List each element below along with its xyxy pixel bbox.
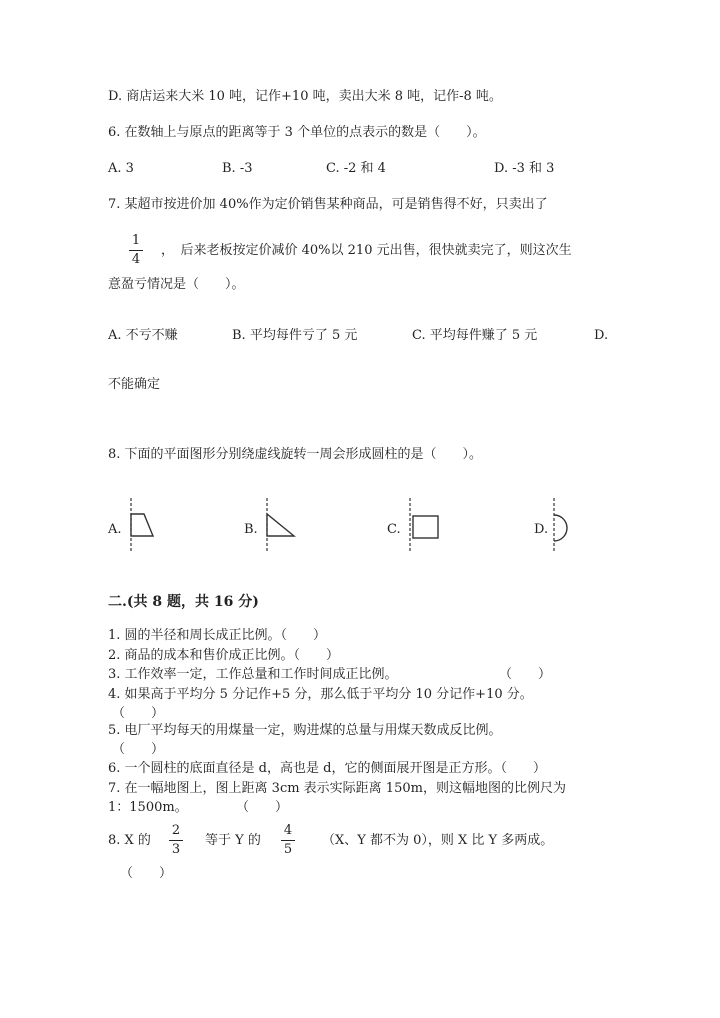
part2-item-8-suffix: （X、Y 都不为 0），则 X 比 Y 多两成。 <box>322 833 554 848</box>
part2-item-7-paren[interactable]: （ ） <box>236 800 289 815</box>
part2-item-4: 4. 如果高于平均分 5 分记作+5 分，那么低于平均分 10 分记作+10 分。 <box>108 687 533 702</box>
part2-item-8-paren[interactable]: （ ） <box>120 866 173 881</box>
part2-heading: 二.(共 8 题，共 16 分) <box>108 594 259 610</box>
q6-option-d[interactable]: D. -3 和 3 <box>494 161 555 176</box>
part2-item-6: 6. 一个圆柱的底面直径是 d，高也是 d，它的侧面展开图是正方形。（ ） <box>108 761 546 776</box>
figure-a-label[interactable]: A. <box>108 522 122 537</box>
frac2-num: 4 <box>283 823 293 838</box>
part2-item-7: 7. 在一幅地图上，图上距离 3cm 表示实际距离 150m，则这幅地图的比例尺为 <box>108 781 566 796</box>
part2-item-7-line2: 1：1500m。 <box>108 800 188 815</box>
q7-fraction-bar <box>129 250 143 251</box>
part2-item-1: 1. 圆的半径和周长成正比例。（ ） <box>108 628 327 643</box>
q7-fraction-num: 1 <box>131 233 141 248</box>
q6-option-b[interactable]: B. -3 <box>222 161 253 176</box>
q7-line1: 7. 某超市按进价加 40%作为定价销售某种商品，可是销售得不好，只卖出了 <box>108 197 548 212</box>
part2-item-3-paren[interactable]: （ ） <box>499 667 552 682</box>
q7-fraction <box>127 233 145 268</box>
q7-option-c[interactable]: C. 平均每件赚了 5 元 <box>412 328 538 343</box>
figure-c-rectangle[interactable] <box>403 498 443 554</box>
q6-stem: 6. 在数轴上与原点的距离等于 3 个单位的点表示的数是（ ）。 <box>108 125 486 140</box>
part2-item-8-prefix: 8. X 的 <box>108 833 151 848</box>
figure-c-label[interactable]: C. <box>387 522 401 537</box>
figure-d-label[interactable]: D. <box>534 522 549 537</box>
part2-item-5-paren[interactable]: （ ） <box>112 742 165 757</box>
frac1-bar <box>169 840 183 841</box>
frac1-num: 2 <box>171 823 181 838</box>
part2-item-8-frac1 <box>167 823 185 858</box>
q5-option-d: D. 商店运来大米 10 吨，记作+10 吨，卖出大米 8 吨，记作-8 吨。 <box>108 89 502 104</box>
part2-item-3: 3. 工作效率一定，工作总量和工作时间成正比例。 <box>108 667 398 682</box>
part2-item-4-paren[interactable]: （ ） <box>112 706 165 721</box>
q8-stem: 8. 下面的平面图形分别绕虚线旋转一周会形成圆柱的是（ ）。 <box>108 447 483 462</box>
q7-option-d-text: 不能确定 <box>108 377 161 392</box>
part2-item-5: 5. 电厂平均每天的用煤量一定，购进煤的总量与用煤天数成反比例。 <box>108 723 502 738</box>
part2-item-2: 2. 商品的成本和售价成正比例。（ ） <box>108 648 340 663</box>
frac2-den: 5 <box>283 842 293 857</box>
q7-option-b[interactable]: B. 平均每件亏了 5 元 <box>232 328 358 343</box>
figure-d-semicircle[interactable] <box>547 498 583 554</box>
q7-option-d[interactable]: D. <box>594 328 609 343</box>
q6-option-a[interactable]: A. 3 <box>108 161 134 176</box>
q7-line2: ， 后来老板按定价减价 40%以 210 元出售，很快就卖完了，则这次生 <box>161 243 572 258</box>
q7-option-a[interactable]: A. 不亏不赚 <box>108 328 178 343</box>
figure-b-label[interactable]: B. <box>244 522 258 537</box>
figure-a-trapezoid[interactable] <box>124 498 160 554</box>
figure-b-triangle[interactable] <box>260 498 300 554</box>
q7-fraction-den: 4 <box>131 252 141 267</box>
frac1-den: 3 <box>171 842 181 857</box>
part2-item-8-frac2 <box>279 823 297 858</box>
part2-item-8-mid: 等于 Y 的 <box>205 833 261 848</box>
q7-line3: 意盈亏情况是（ ）。 <box>108 277 245 292</box>
frac2-bar <box>281 840 295 841</box>
q6-option-c[interactable]: C. -2 和 4 <box>326 161 386 176</box>
